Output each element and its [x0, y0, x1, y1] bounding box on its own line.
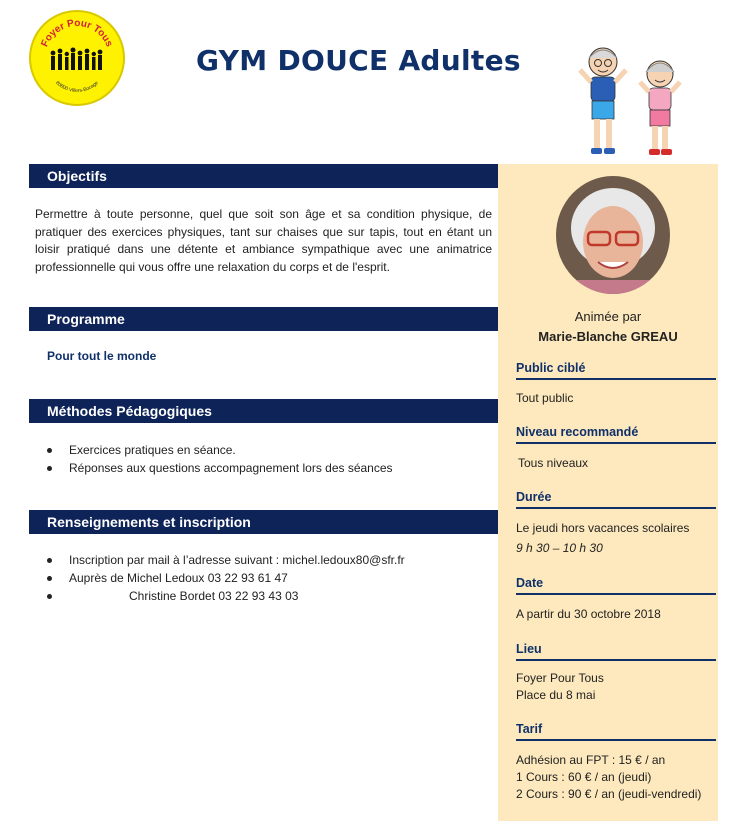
- lieu-line-1: Foyer Pour Tous: [516, 671, 604, 685]
- animatrice-block: [500, 307, 716, 347]
- animee-par-label: Animée par: [574, 309, 642, 324]
- objectifs-text: Permettre à toute personne, quel que soit son âge et sa condition physique, de pratiquer des exercices physiques, tant sur chaises que sur tapis, tout en étant un loisir pratiqué dans une détente et ambiance sympathique avec une animatrice professionnelle qui vous offre une relaxation du corps et de l'esprit.: [35, 207, 492, 274]
- lieu-value: [516, 670, 716, 704]
- duree-line-2: 9 h 30 – 10 h 30: [516, 541, 603, 555]
- tarif-line: 1 Cours : 60 € / an (jeudi): [516, 770, 652, 784]
- tarif-value: [516, 752, 716, 803]
- logo-bottom-text: 80800 Villers-Bocage: [54, 80, 100, 95]
- programme-text: Pour tout le monde: [47, 349, 157, 363]
- svg-text:80800 Villers-Bocage: [54, 80, 100, 94]
- lieu-heading: Lieu: [516, 642, 716, 661]
- methodes-heading: Méthodes Pédagogiques: [29, 399, 498, 423]
- list-item: Réponses aux questions accompagnement lors des séances: [35, 459, 393, 477]
- public-value: Tout public: [516, 391, 574, 405]
- tarif-line: 2 Cours : 90 € / an (jeudi-vendredi): [516, 787, 702, 801]
- list-item: Christine Bordet 03 22 93 43 03: [35, 587, 405, 605]
- animatrice-portrait: [556, 176, 670, 294]
- seniors-cartoon-illustration: [570, 40, 700, 166]
- tarif-line: Adhésion au FPT : 15 € / an: [516, 753, 666, 767]
- niveau-heading: Niveau recommandé: [516, 425, 716, 444]
- public-heading: Public ciblé: [516, 361, 716, 380]
- foyer-pour-tous-logo: [29, 10, 125, 106]
- objectifs-heading: Objectifs: [29, 164, 498, 188]
- page-title: GYM DOUCE Adultes: [196, 44, 521, 77]
- tarif-heading: Tarif: [516, 722, 716, 741]
- niveau-value: Tous niveaux: [518, 456, 589, 470]
- list-item: Inscription par mail à l’adresse suivant : michel.ledoux80@sfr.fr: [35, 551, 405, 569]
- svg-text:Foyer Pour Tous: [39, 18, 114, 49]
- renseignements-list: [35, 551, 405, 605]
- programme-heading: Programme: [29, 307, 498, 331]
- list-item: Auprès de Michel Ledoux 03 22 93 61 47: [35, 569, 405, 587]
- list-item: Exercices pratiques en séance.: [35, 441, 393, 459]
- duree-heading: Durée: [516, 490, 716, 509]
- date-value: A partir du 30 octobre 2018: [516, 607, 661, 621]
- methodes-list: [35, 441, 393, 477]
- renseignements-heading: Renseignements et inscription: [29, 510, 498, 534]
- duree-line-1: Le jeudi hors vacances scolaires: [516, 521, 690, 535]
- duree-value: [516, 520, 716, 557]
- date-heading: Date: [516, 576, 716, 595]
- logo-top-text: Foyer Pour Tous: [39, 17, 115, 49]
- lieu-line-2: Place du 8 mai: [516, 688, 596, 702]
- animatrice-name: Marie-Blanche GREAU: [538, 329, 678, 344]
